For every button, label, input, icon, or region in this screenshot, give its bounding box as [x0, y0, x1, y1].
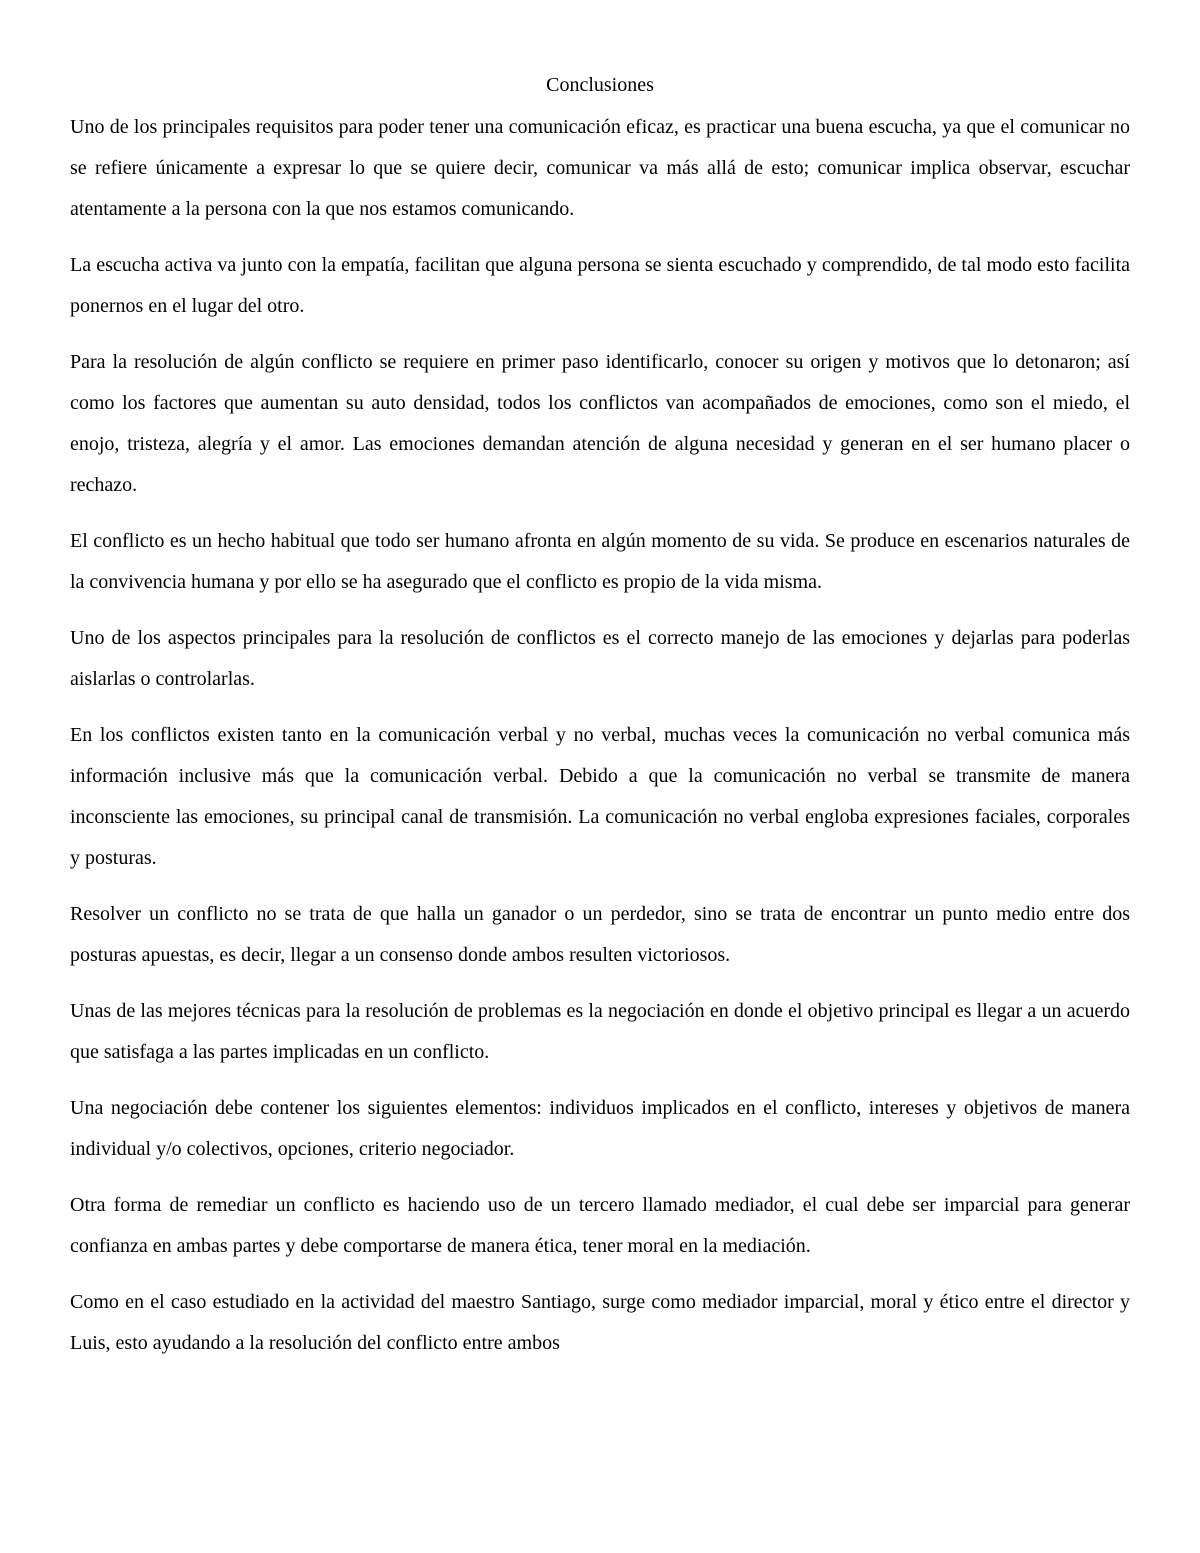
paragraph-11: Como en el caso estudiado en la actividad del maestro Santiago, surge como mediador imparcial, moral y ético entre el director y Luis, esto ayudando a la resolución del conflicto entre ambos: [70, 1291, 1130, 1354]
paragraph-3: Para la resolución de algún conflicto se requiere en primer paso identificarlo, conocer su origen y motivos que lo detonaron; así como los factores que aumentan su auto densidad, todos los conflictos van acompañados de emociones, como son el miedo, el enojo, tristeza, alegría y el amor. Las emociones demandan atención de alguna necesidad y generan en el ser humano placer o rechazo.: [70, 351, 1130, 496]
paragraph-7: Resolver un conflicto no se trata de que halla un ganador o un perdedor, sino se trata de encontrar un punto medio entre dos posturas apuestas, es decir, llegar a un consenso donde ambos resulten victoriosos.: [70, 903, 1130, 966]
paragraph-5: Uno de los aspectos principales para la resolución de conflictos es el correcto manejo de las emociones y dejarlas para poderlas aislarlas o controlarlas.: [70, 627, 1130, 690]
paragraph-9: Una negociación debe contener los siguientes elementos: individuos implicados en el conflicto, intereses y objetivos de manera individual y/o colectivos, opciones, criterio negociador.: [70, 1097, 1130, 1160]
paragraph-1: Uno de los principales requisitos para poder tener una comunicación eficaz, es practicar una buena escucha, ya que el comunicar no se refiere únicamente a expresar lo que se quiere decir, comunicar va más allá de esto; comunicar implica observar, escuchar atentamente a la persona con la que nos estamos comunicando.: [70, 116, 1130, 220]
paragraph-6: En los conflictos existen tanto en la comunicación verbal y no verbal, muchas veces la comunicación no verbal comunica más información inclusive más que la comunicación verbal. Debido a que la comunicación no verbal se transmite de manera inconsciente las emociones, su principal canal de transmisión. La comunicación no verbal engloba expresiones faciales, corporales y posturas.: [70, 724, 1130, 869]
paragraph-10: Otra forma de remediar un conflicto es haciendo uso de un tercero llamado mediador, el cual debe ser imparcial para generar confianza en ambas partes y debe comportarse de manera ética, tener moral en la mediación.: [70, 1194, 1130, 1257]
document-page: [70, 70, 1130, 1379]
document-title: Conclusiones: [546, 74, 654, 96]
paragraph-4: El conflicto es un hecho habitual que todo ser humano afronta en algún momento de su vida. Se produce en escenarios naturales de la convivencia humana y por ello se ha asegurado que el conflicto es propio de la vida misma.: [70, 530, 1130, 593]
paragraph-8: Unas de las mejores técnicas para la resolución de problemas es la negociación en donde el objetivo principal es llegar a un acuerdo que satisfaga a las partes implicadas en un conflicto.: [70, 1000, 1130, 1063]
paragraph-2: La escucha activa va junto con la empatía, facilitan que alguna persona se sienta escuchado y comprendido, de tal modo esto facilita ponernos en el lugar del otro.: [70, 254, 1130, 317]
